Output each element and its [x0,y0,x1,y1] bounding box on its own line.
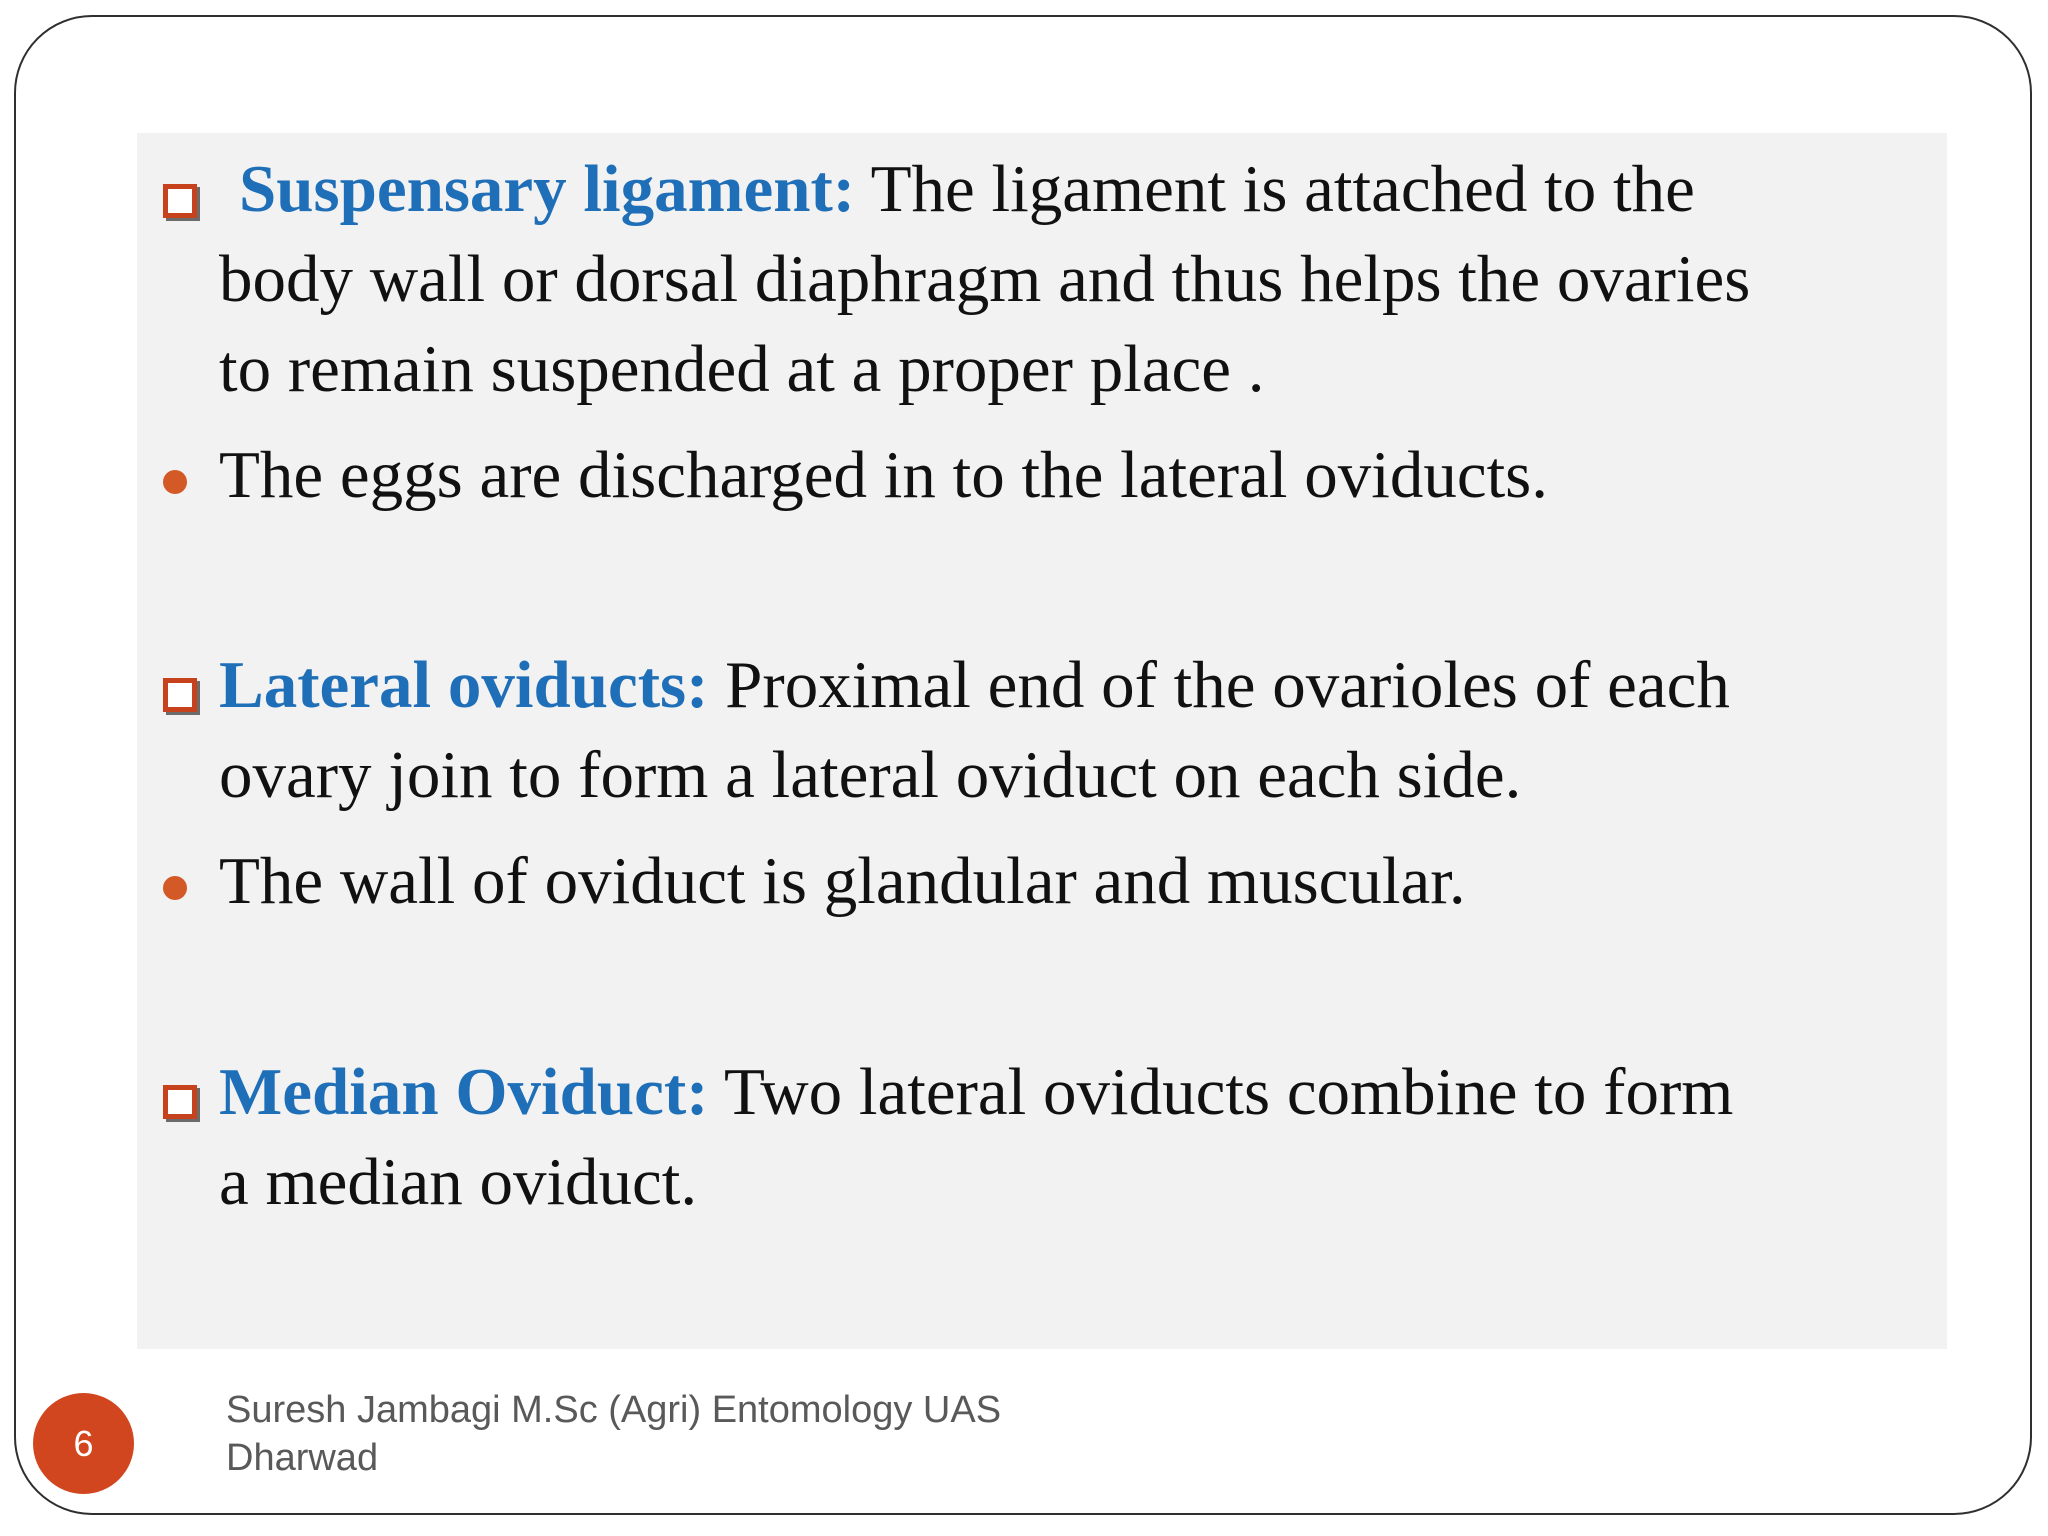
page-number-badge: 6 [33,1393,134,1494]
footer-line: Dharwad [226,1437,379,1479]
item-text: ovary join to form a lateral oviduct on each side. [219,738,1522,812]
item-text: Proximal end of the ovarioles of each [708,648,1730,722]
content-box [137,133,1947,1349]
item-text: body wall or dorsal diaphragm and thus helps the ovaries [219,242,1751,316]
item-text: The eggs are discharged in to the lateral oviducts. [219,438,1549,512]
footer-line: Suresh Jambagi M.Sc (Agri) Entomology UAS [226,1389,1002,1431]
round-bullet-icon [163,876,187,900]
footer-author [226,1386,1126,1482]
item-heading: Median Oviduct: [219,1055,709,1129]
item-heading: Suspensary ligament: [239,152,856,226]
item-text: The wall of oviduct is glandular and muscular. [219,844,1466,918]
square-bullet-icon [163,184,197,218]
item-heading: Lateral oviducts: [219,648,709,722]
item-text: a median oviduct. [219,1145,698,1219]
round-bullet-icon [163,470,187,494]
item-text: The ligament is attached to the [855,152,1695,226]
item-text: to remain suspended at a proper place . [219,332,1265,406]
square-bullet-icon [163,1085,197,1119]
item-text: Two lateral oviducts combine to form [708,1055,1734,1129]
square-bullet-icon [163,678,197,712]
